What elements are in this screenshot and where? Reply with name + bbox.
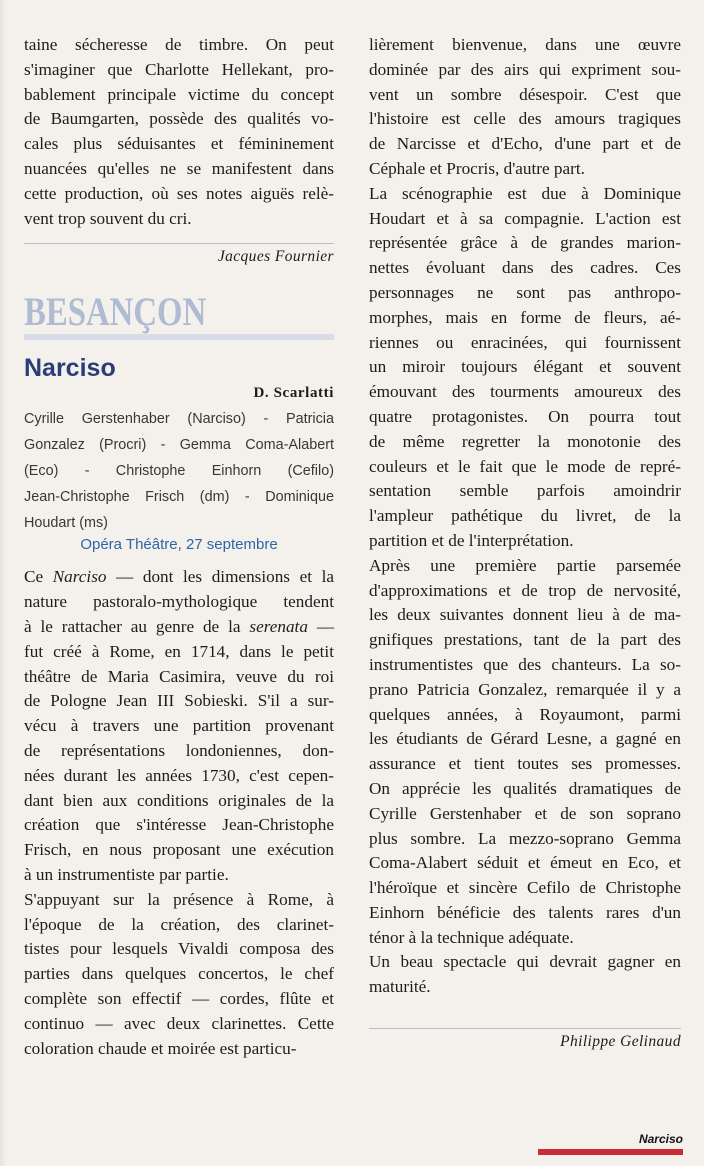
text-line: quatre protagonistes. On pourra tout bbox=[369, 406, 681, 426]
text-line: un miroir toujours élégant et souvent bbox=[369, 357, 681, 377]
text-line: ténor à la technique adéquate. bbox=[369, 927, 574, 947]
text-line: gnifiques prestations, tant de la part des bbox=[369, 630, 681, 650]
text-line: Céphale et Procris, d'autre part. bbox=[369, 158, 585, 178]
text-line: de Baumgarten, possède des qualités vo- bbox=[24, 109, 334, 129]
text-line: tistes pour lesquels Vivaldi composa des bbox=[24, 939, 334, 959]
text-line: Jean-Christophe Frisch (dm) - Dominique bbox=[24, 489, 334, 506]
text-line: dant bien aux conditions originales de la bbox=[24, 790, 334, 810]
text-line: nettes évoluant dans des cadres. Ces bbox=[369, 258, 681, 278]
city-rule bbox=[24, 334, 334, 340]
page-gutter-shadow bbox=[0, 0, 6, 1166]
text-line: Après une première partie parsemée bbox=[369, 555, 681, 575]
text-line: nuancées qu'elles ne se manifestent dans bbox=[24, 158, 334, 178]
text-line: l'héroïque et sincère Cefilo de Christophe bbox=[369, 878, 681, 898]
text-line: personnages ne sont pas anthropo- bbox=[369, 282, 681, 302]
text-line: couleurs et le fait que le mode de repré- bbox=[369, 456, 681, 476]
text-line: de Narcisse et d'Echo, d'une part et de bbox=[369, 134, 681, 154]
text-line: plus sombre. La mezzo-soprano Gemma bbox=[369, 828, 681, 848]
body-paragraph-4 bbox=[369, 182, 681, 554]
text-line: l'époque de la création, des clarinet- bbox=[24, 914, 334, 934]
text-line: Frisch, en nous proposant une exécution bbox=[24, 840, 334, 860]
text-line: nées durant les années 1730, c'est cepen- bbox=[24, 765, 334, 785]
venue-date: Opéra Théâtre, 27 septembre bbox=[80, 536, 278, 554]
text-line: La scénographie est due à Dominique bbox=[369, 183, 681, 203]
text-line: On apprécie les qualités dramatiques de bbox=[369, 778, 681, 798]
text-line: morphes, mais en forme de fleurs, aé- bbox=[369, 307, 681, 327]
signature-rule-right bbox=[369, 1028, 681, 1029]
text-line: bablement principale victime du concept bbox=[24, 84, 334, 104]
text-line: quelques années, à Royaumont, parmi bbox=[369, 704, 681, 724]
text-line: de Pologne Jean III Sobieski. S'il a sur- bbox=[24, 691, 334, 711]
text-line: complète son effectif — cordes, flûte et bbox=[24, 988, 334, 1008]
city-heading: BESANÇON bbox=[24, 289, 207, 335]
text-line: Cyrille Gerstenhaber (Narciso) - Patricia bbox=[24, 411, 334, 428]
article-title: Narciso bbox=[24, 354, 116, 383]
cast-list bbox=[24, 406, 334, 536]
text-line: de même regretter la monotonie des bbox=[369, 431, 681, 451]
text-line: l'histoire est celle des amours tragiques bbox=[369, 109, 681, 129]
signature-rule bbox=[24, 243, 334, 244]
text-line: représentée grâce à de grandes marion- bbox=[369, 233, 681, 253]
left-column bbox=[24, 0, 334, 1061]
text-line: Ce Narciso — dont les dimensions et la bbox=[24, 567, 334, 587]
text-line: Coma-Alabert séduit et émeut en Eco, et bbox=[369, 853, 681, 873]
text-line: d'approximations et de trop de nervosité, bbox=[369, 580, 681, 600]
text-line: (Eco) - Christophe Einhorn (Cefilo) bbox=[24, 463, 334, 480]
footer-label: Narciso bbox=[638, 1132, 683, 1146]
text-line: taine sécheresse de timbre. On peut bbox=[24, 35, 334, 54]
text-line: vent trop souvent du cri. bbox=[24, 208, 192, 228]
composer-credit: D. Scarlatti bbox=[253, 385, 334, 402]
text-line: dominée par des airs qui expriment sou- bbox=[369, 59, 681, 79]
text-line: cales plus séduisantes et fémininement bbox=[24, 134, 334, 154]
text-line: les étudiants de Gérard Lesne, a gagné en bbox=[369, 729, 681, 749]
text-line: Houdart (ms) bbox=[24, 515, 108, 532]
text-line: maturité. bbox=[369, 977, 431, 997]
text-line: nature pastoralo-mythologique tendent bbox=[24, 592, 334, 612]
text-line: émouvant des tourments amoureux des bbox=[369, 382, 681, 402]
text-line: théâtre de Maria Casimira, veuve du roi bbox=[24, 666, 334, 686]
text-line: coloration chaude et moirée est particu- bbox=[24, 1038, 297, 1058]
text-line: fut créé à Rome, en 1714, dans le petit bbox=[24, 641, 334, 661]
text-line: prano Patricia Gonzalez, remarquée il y a bbox=[369, 679, 681, 699]
body-paragraph-2 bbox=[24, 888, 334, 1062]
text-line: vécu à travers une partition provenant bbox=[24, 716, 334, 736]
text-line: Un beau spectacle qui devrait gagner en bbox=[369, 952, 681, 972]
text-line: création que s'intéresse Jean-Christophe bbox=[24, 815, 334, 835]
text-line: s'imaginer que Charlotte Hellekant, pro- bbox=[24, 59, 334, 79]
review-signature-right: Philippe Gelinaud bbox=[560, 1033, 681, 1051]
city-heading-block bbox=[24, 289, 334, 340]
text-line: à un instrumentiste par partie. bbox=[24, 864, 229, 884]
text-line: partition et de l'interprétation. bbox=[369, 530, 574, 550]
review-signature: Jacques Fournier bbox=[217, 248, 334, 266]
text-line: sentation semble parfois amoindrir bbox=[369, 481, 681, 501]
body-paragraph-3 bbox=[369, 33, 681, 182]
right-column bbox=[369, 0, 681, 1051]
text-line: instrumentistes que des chanteurs. La so- bbox=[369, 654, 681, 674]
text-line: lièrement bienvenue, dans une œuvre bbox=[369, 35, 681, 54]
text-line: continuo — avec deux clarinettes. Cette bbox=[24, 1013, 334, 1033]
body-paragraph-5 bbox=[369, 554, 681, 951]
text-line: assurance et tient toutes ses promesses. bbox=[369, 754, 681, 774]
text-line: les deux suivantes donnent lieu à de ma- bbox=[369, 605, 681, 625]
text-line: de représentations londoniennes, don- bbox=[24, 740, 334, 760]
text-line: cette production, où ses notes aiguës relè- bbox=[24, 183, 334, 203]
previous-review-ending bbox=[24, 33, 334, 231]
text-line: Cyrille Gerstenhaber et de son soprano bbox=[369, 803, 681, 823]
text-line: Gonzalez (Procri) - Gemma Coma-Alabert bbox=[24, 437, 334, 454]
text-line: parties dans quelques concertos, le chef bbox=[24, 964, 334, 984]
text-line: Houdart et à sa compagnie. L'action est bbox=[369, 208, 681, 228]
text-line: vent un sombre désespoir. C'est que bbox=[369, 84, 681, 104]
text-line: Einhorn bénéficie des talents rares d'un bbox=[369, 902, 681, 922]
text-line: riennes ou enracinées, qui fournissent bbox=[369, 332, 681, 352]
text-line: S'appuyant sur la présence à Rome, à bbox=[24, 889, 334, 909]
footer-accent-bar bbox=[538, 1149, 683, 1155]
body-paragraph-6 bbox=[369, 950, 681, 1000]
body-paragraph-1 bbox=[24, 565, 334, 887]
text-line: à le rattacher au genre de la serenata — bbox=[24, 616, 335, 636]
text-line: l'ampleur pathétique du livret, de la bbox=[369, 506, 681, 526]
